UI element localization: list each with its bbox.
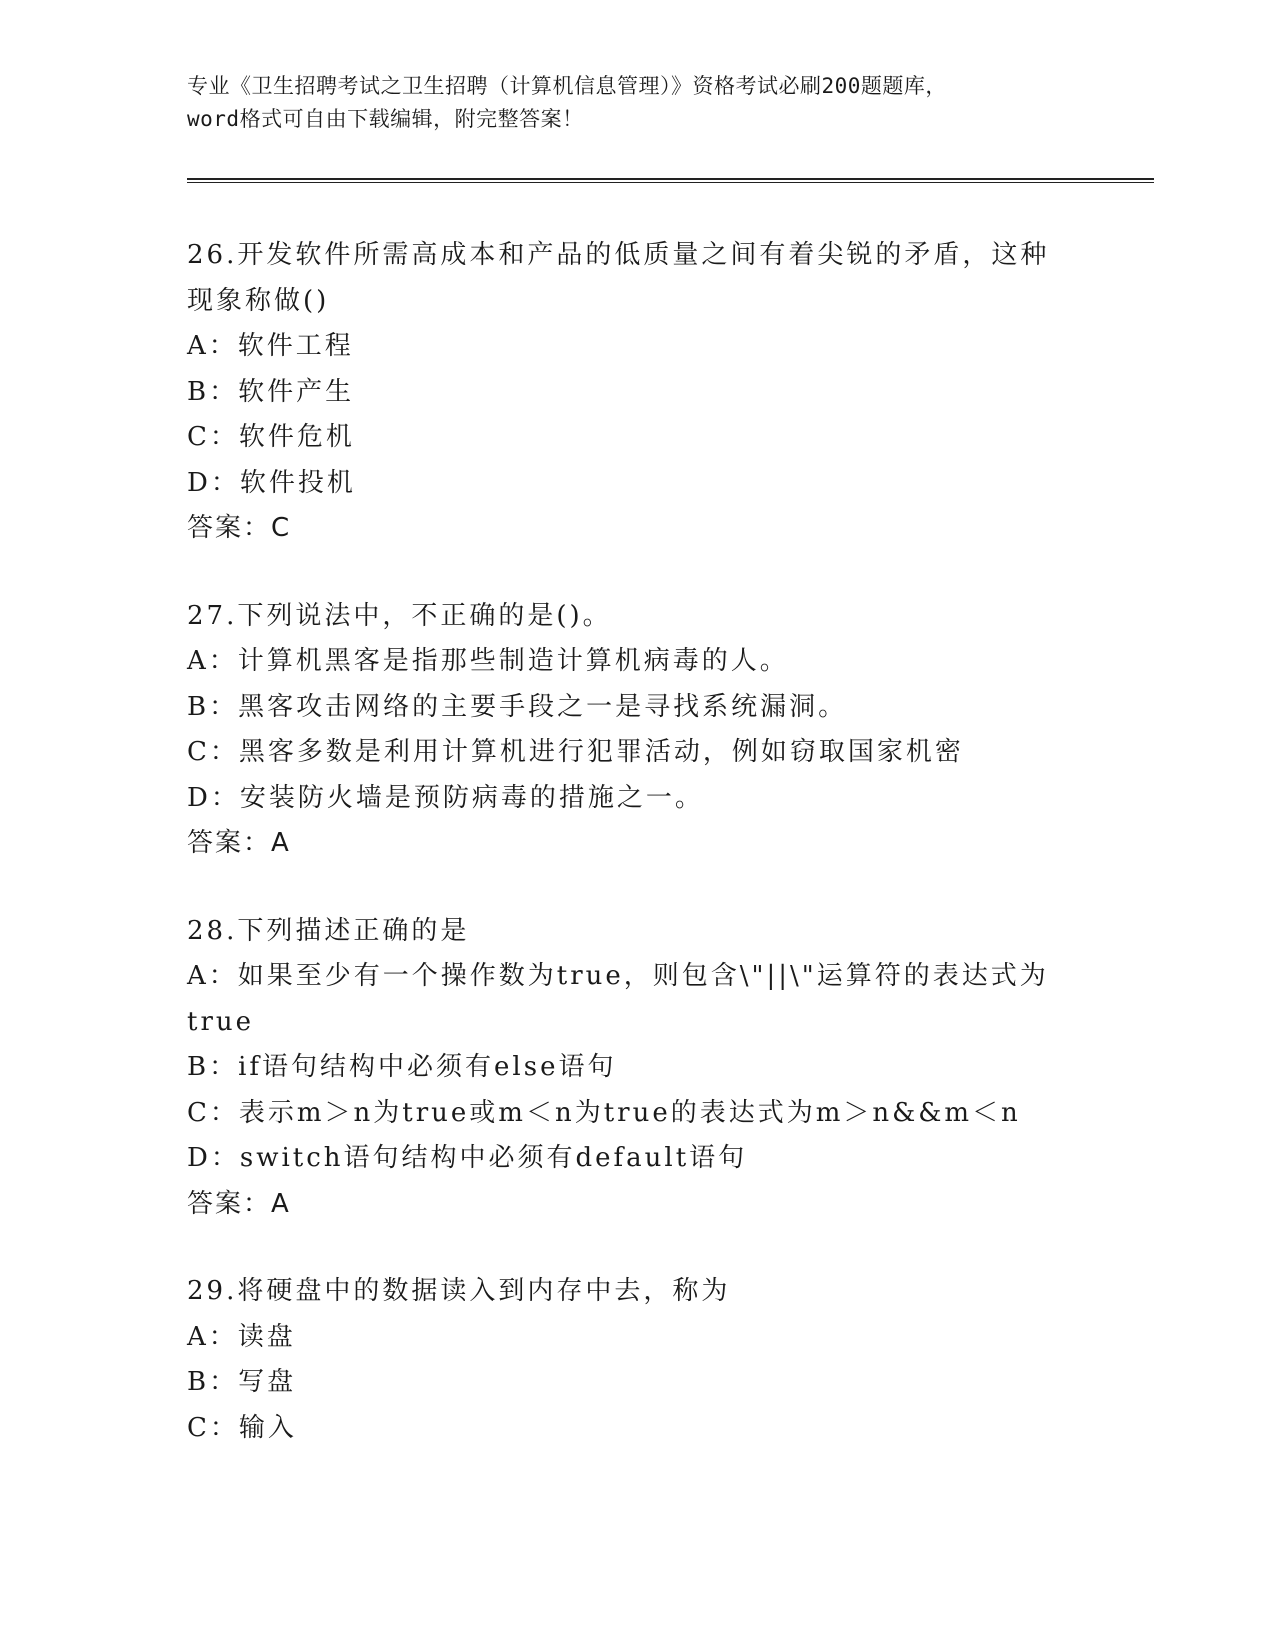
question-stem: 28.下列描述正确的是	[187, 915, 470, 946]
option-b: B：if语句结构中必须有else语句	[187, 1052, 617, 1082]
option-a: A：读盘	[187, 1321, 296, 1352]
header-line-2: word格式可自由下载编辑，附完整答案！	[187, 107, 584, 131]
option-a: A：软件工程	[187, 331, 354, 361]
document-header	[187, 70, 1087, 136]
option-c: C：软件危机	[187, 422, 355, 452]
question-26	[187, 233, 1087, 552]
option-d: D：switch语句结构中必须有default语句	[187, 1143, 748, 1173]
question-28	[187, 909, 1087, 1228]
header-divider	[187, 178, 1154, 183]
answer-label: 答案：C	[187, 513, 292, 543]
option-d: D：安装防火墙是预防病毒的措施之一。	[187, 782, 704, 813]
question-stem: 29.将硬盘中的数据读入到内存中去，称为	[187, 1276, 731, 1306]
answer-label: 答案：A	[187, 828, 291, 858]
option-c: C：黑客多数是利用计算机进行犯罪活动，例如窃取国家机密	[187, 737, 964, 767]
question-list	[187, 233, 1087, 1493]
option-c: C：表示m＞n为true或m＜n为true的表达式为m＞n&&m＜n	[187, 1097, 1021, 1128]
question-stem: 26.开发软件所需高成本和产品的低质量之间有着尖锐的矛盾，这种现象称做()	[187, 240, 1050, 316]
question-29	[187, 1269, 1087, 1451]
answer-label: 答案：A	[187, 1188, 291, 1219]
option-d: D：软件投机	[187, 467, 356, 498]
option-b: B：软件产生	[187, 376, 355, 407]
question-27	[187, 594, 1087, 867]
header-line-1: 专业《卫生招聘考试之卫生招聘（计算机信息管理）》资格考试必刷200题题库，	[187, 74, 947, 98]
option-a: A：计算机黑客是指那些制造计算机病毒的人。	[187, 646, 789, 676]
option-a: A：如果至少有一个操作数为true，则包含\"||\"运算符的表达式为true	[187, 961, 1049, 1037]
question-stem: 27.下列说法中，不正确的是()。	[187, 600, 612, 631]
option-c: C：输入	[187, 1412, 297, 1443]
option-b: B：写盘	[187, 1367, 297, 1397]
option-b: B：黑客攻击网络的主要手段之一是寻找系统漏洞。	[187, 691, 848, 722]
